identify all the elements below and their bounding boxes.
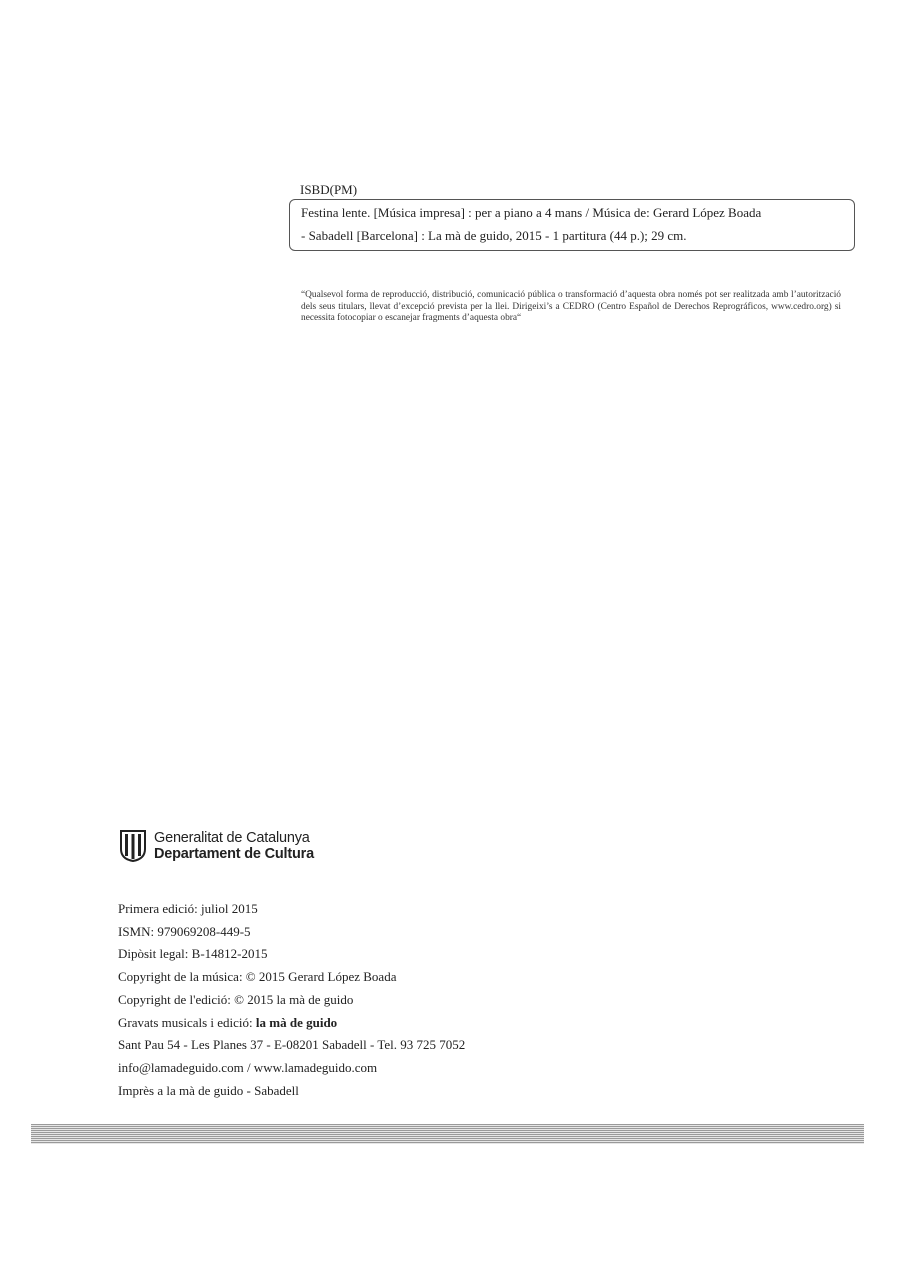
engraving-prefix: Gravats musicals i edició:	[118, 1014, 256, 1030]
generalitat-shield-icon	[119, 829, 147, 863]
isbd-label: ISBD(PM)	[300, 182, 358, 197]
music-copyright: Copyright de la música: © 2015 Gerard López Boada	[118, 969, 397, 985]
printed-by: Imprès a la mà de guido - Sabadell	[118, 1082, 299, 1098]
engraving-credit	[118, 1012, 465, 1035]
copyright-legal-note: “Qualsevol forma de reproducció, distribució, comunicació pública o transformació d’aquesta obra només pot ser realitzada amb l’autorització dels seus titulars, llevat d’excepció prevista per la llei. Dirigeixi’s a CEDRO (Centro Español de Derechos Reprográficos, www.cedro.org) si necessita fotocopiar o escanejar fragments d’aquesta obra“	[301, 290, 841, 324]
logo-government-name: Generalitat de Catalunya	[154, 830, 310, 846]
isbd-record-line-1: Festina lente. [Música impresa] : per a piano a 4 mans / Música de: Gerard López Boada	[301, 205, 762, 220]
first-edition: Primera edició: juliol 2015	[118, 901, 258, 916]
ismn: ISMN: 979069208-449-5	[118, 923, 251, 939]
engraving-publisher: la mà de guido	[255, 1014, 338, 1030]
publisher-contact: info@lamadeguido.com / www.lamadeguido.com	[118, 1059, 378, 1075]
generalitat-logo	[119, 829, 314, 863]
edition-credits	[118, 898, 465, 1102]
publisher-address: Sant Pau 54 - Les Planes 37 - E-08201 Sabadell - Tel. 93 725 7052	[118, 1037, 466, 1053]
isbd-record-box	[289, 199, 855, 251]
isbd-record-line-2: - Sabadell [Barcelona] : La mà de guido, 2015 - 1 partitura (44 p.); 29 cm.	[301, 228, 687, 243]
legal-deposit: Dipòsit legal: B-14812-2015	[118, 946, 268, 962]
bottom-decorative-rule	[31, 1124, 864, 1144]
edition-copyright: Copyright de l'edició: © 2015 la mà de guido	[118, 991, 354, 1007]
logo-department-name: Departament de Cultura	[154, 846, 314, 862]
